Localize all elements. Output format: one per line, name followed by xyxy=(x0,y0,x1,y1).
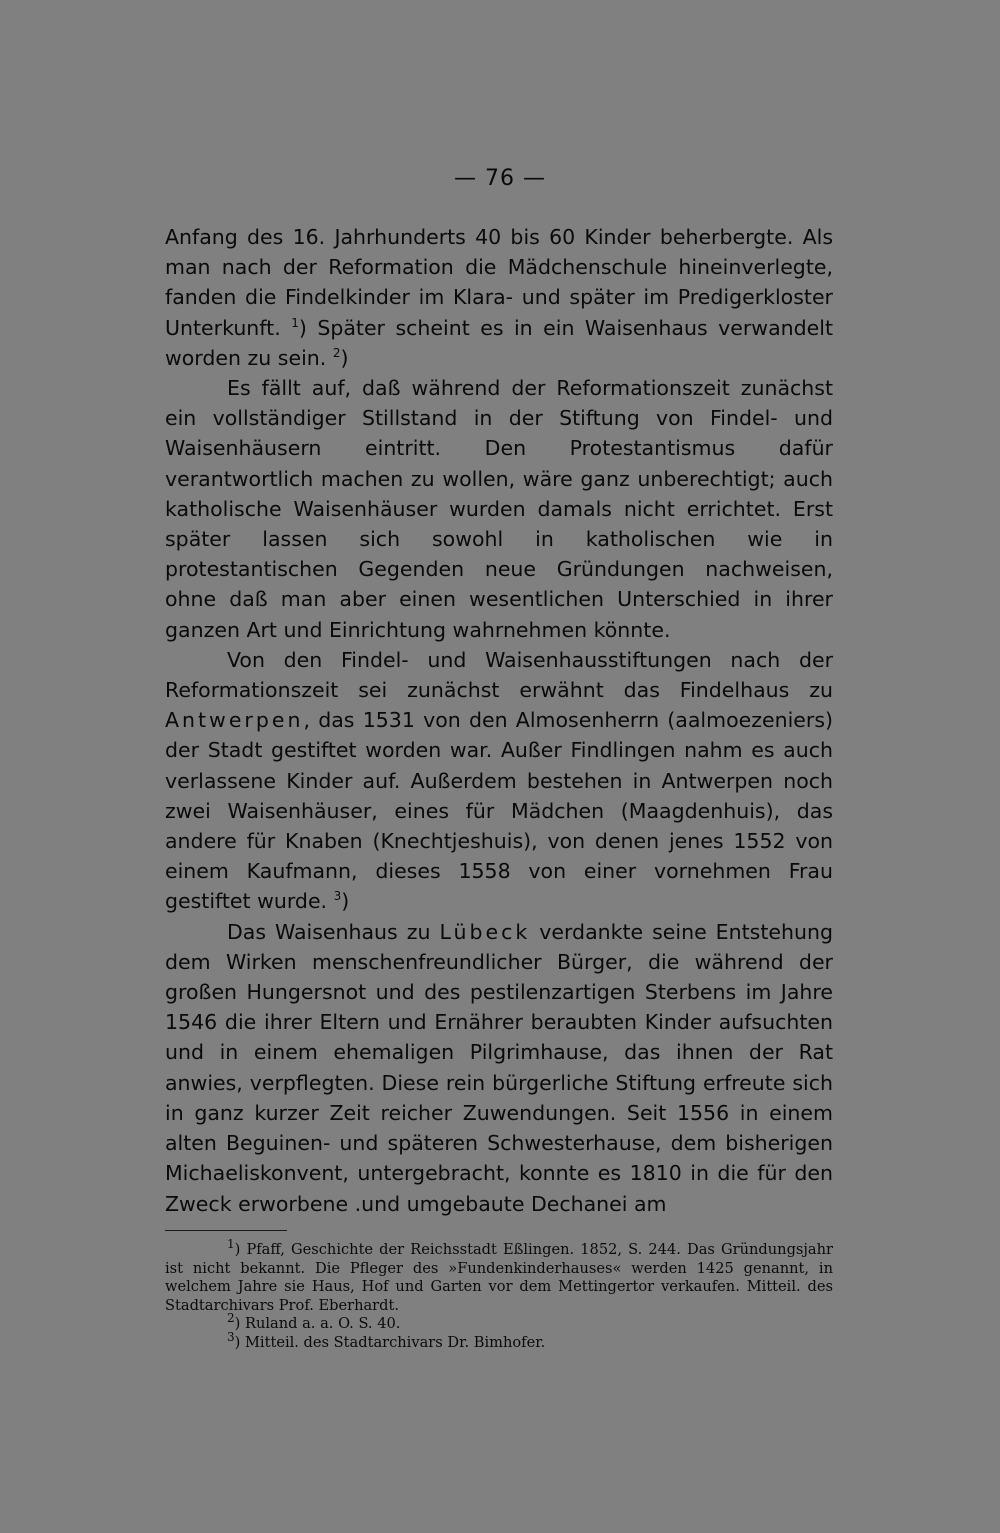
footnote-1-mark: 1 xyxy=(227,1237,235,1252)
paragraph-4-text-b: verdankte seine Entstehung dem Wirken menschenfreundlicher Bürger, die während der großen Hungersnot und des pestilenzartigen Sterbens im Jahre 1546 die ihrer Eltern und Ernährer beraubten Kinder aufsuchten und in einem ehemaligen Pilgrimhause, das ihnen der Rat anwies, verpflegten. Diese rein bürgerliche Stiftung erfreute sich in ganz kurzer Zeit reicher Zuwendungen. Seit 1556 in einem alten Beguinen- und späteren Schwesterhause, dem bisherigen Michaeliskonvent, untergebracht, konnte es 1810 in die für den Zweck erworbene .und umgebaute Dechanei am xyxy=(165,919,833,1216)
footnote-2-text: ) Ruland a. a. O. S. 40. xyxy=(234,1315,401,1333)
paragraph-4 xyxy=(165,917,833,1219)
footnote-2 xyxy=(165,1311,833,1334)
footnote-ref-1: 1 xyxy=(291,315,299,330)
place-name-luebeck: Lübeck xyxy=(439,919,531,944)
paragraph-1-text-b: ) Später scheint es in ein Waisenhaus verwandelt worden zu sein. xyxy=(165,315,833,370)
footnote-ref-2: 2 xyxy=(332,345,341,360)
footnote-3-mark: 3 xyxy=(227,1330,235,1345)
paragraph-3-text-a: Von den Findel- und Waisenhausstiftungen nach der Reformationszeit sei zunächst erwähnt das Findelhaus zu xyxy=(165,647,833,703)
footnote-1-text: ) Pfaff, Geschichte der Reichsstadt Eßlingen. 1852, S. 244. Das Gründungsjahr ist nicht bekannt. Die Pfleger des »Fundenkinderhauses« werden 1425 genannt, in welchem Jahre sie Haus, Hof und Garten vor dem Mettingertor verkaufen. Mitteil. des Stadtarchivars Prof. Eberhardt. xyxy=(165,1241,833,1314)
paragraph-4-text-a: Das Waisenhaus zu xyxy=(227,919,440,944)
paragraph-1-text-c: ) xyxy=(340,345,349,370)
paragraph-3-text-c: ) xyxy=(341,889,350,914)
footnote-1 xyxy=(165,1237,833,1315)
footnote-ref-3: 3 xyxy=(333,889,342,904)
footnotes xyxy=(165,1237,833,1353)
footnote-2-mark: 2 xyxy=(227,1311,235,1326)
paragraph-2: Es fällt auf, daß während der Reformationszeit zunächst ein vollständiger Stillstand in der Stiftung von Findel- und Waisenhäusern eintritt. Den Protestantismus dafür verantwortlich machen zu wollen, wäre ganz unberechtigt; auch katholische Waisenhäuser wurden damals nicht errichtet. Erst später lassen sich sowohl in katholischen wie in protestantischen Gegenden neue Gründungen nachweisen, ohne daß man aber einen wesentlichen Unterschied in ihrer ganzen Art und Einrichtung wahrnehmen könnte. xyxy=(165,376,833,642)
paragraph-3-text-b: , das 1531 von den Almosenherrn (aalmoezeniers) der Stadt gestiftet worden war. Außer Findlingen nahm es auch verlassene Kinder auf. Außerdem bestehen in Antwerpen noch zwei Waisenhäuser, eines für Mädchen (Maagdenhuis), das andere für Knaben (Knechtjeshuis), von denen jenes 1552 von einem Kaufmann, dieses 1558 von einer vornehmen Frau gestiftet wurde. xyxy=(165,708,833,914)
body-text xyxy=(165,222,833,1219)
place-name-antwerpen: Antwerpen xyxy=(165,708,304,733)
footnote-3 xyxy=(165,1330,833,1353)
page-number: — 76 — xyxy=(454,166,546,191)
footnote-divider xyxy=(165,1230,287,1231)
footnote-3-text: ) Mitteil. des Stadtarchivars Dr. Bimhofer. xyxy=(234,1333,546,1351)
paragraph-1-text-a: Anfang des 16. Jahrhunderts 40 bis 60 Kinder beherbergte. Als man nach der Reformation die Mädchenschule hineinverlegte, fanden die Findelkinder im Klara- und später im Predigerkloster Unterkunft. xyxy=(165,225,833,340)
paragraph-3 xyxy=(165,645,833,917)
paragraph-1 xyxy=(165,222,833,373)
